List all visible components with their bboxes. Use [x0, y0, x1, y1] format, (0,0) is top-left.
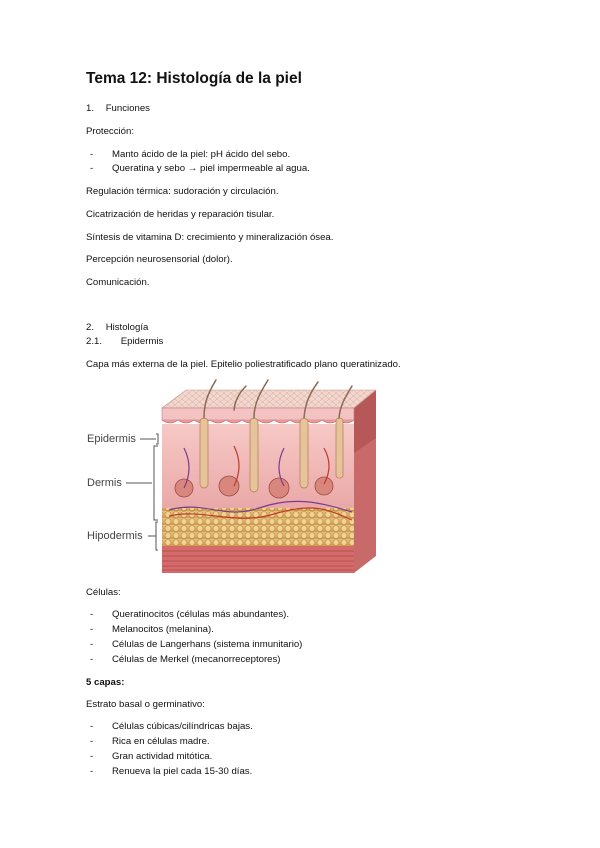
hipodermis-label: Hipodermis	[87, 530, 143, 542]
section-title: Histología	[105, 322, 149, 333]
section-title: Epidermis	[120, 336, 164, 347]
estrato-label: Estrato basal o germinativo:	[86, 699, 205, 710]
skin-layers-illustration	[84, 378, 384, 578]
section-number: 1.	[86, 103, 95, 114]
proteccion-label: Protección:	[86, 126, 134, 137]
list-item	[0, 624, 600, 638]
bullet: -	[90, 751, 94, 762]
bullet: -	[90, 149, 94, 160]
capas-label: 5 capas:	[86, 677, 125, 688]
list-item	[0, 639, 600, 653]
bullet: -	[90, 736, 94, 747]
section-1-heading	[86, 103, 150, 115]
list-item-text: Queratina y sebo → piel impermeable al agua.	[112, 163, 310, 174]
list-item	[0, 654, 600, 668]
epidermis-description: Capa más externa de la piel. Epitelio poliestratificado plano queratinizado.	[86, 359, 401, 370]
section-number: 2.1.	[86, 336, 103, 347]
epidermis-label: Epidermis	[87, 433, 136, 445]
paragraph: Regulación térmica: sudoración y circulación.	[86, 186, 279, 197]
list-item-text: Queratinocitos (células más abundantes).	[112, 609, 290, 620]
section-title: Funciones	[105, 103, 150, 114]
list-item	[0, 721, 600, 735]
list-item	[0, 163, 600, 177]
paragraph: Cicatrización de heridas y reparación tisular.	[86, 209, 275, 220]
bullet: -	[90, 766, 94, 777]
bullet: -	[90, 609, 94, 620]
section-number: 2.	[86, 322, 95, 333]
list-item-text: Células cúbicas/cilíndricas bajas.	[112, 721, 253, 732]
celulas-label: Células:	[86, 587, 121, 598]
list-item-text: Células de Merkel (mecanorreceptores)	[112, 654, 281, 665]
paragraph: Comunicación.	[86, 277, 150, 288]
bullet: -	[90, 654, 94, 665]
list-item-text: Renueva la piel cada 15-30 días.	[112, 766, 253, 777]
list-item	[0, 736, 600, 750]
list-item	[0, 149, 600, 163]
list-item-text: Rica en células madre.	[112, 736, 210, 747]
list-item-text: Células de Langerhans (sistema inmunitario)	[112, 639, 303, 650]
page-title: Tema 12: Histología de la piel	[86, 70, 302, 87]
bullet: -	[90, 721, 94, 732]
paragraph: Síntesis de vitamina D: crecimiento y mineralización ósea.	[86, 232, 334, 243]
list-item	[0, 766, 600, 780]
list-item-text: Melanocitos (melanina).	[112, 624, 214, 635]
section-2-heading	[86, 322, 148, 334]
subsection-2-1-heading	[86, 336, 163, 348]
list-item	[0, 751, 600, 765]
list-item-text: Manto ácido de la piel: pH ácido del sebo.	[112, 149, 291, 160]
bullet: -	[90, 639, 94, 650]
bullet: -	[90, 163, 94, 174]
paragraph: Percepción neurosensorial (dolor).	[86, 254, 233, 265]
dermis-label: Dermis	[87, 477, 122, 489]
list-item-text: Gran actividad mitótica.	[112, 751, 213, 762]
bullet: -	[90, 624, 94, 635]
list-item	[0, 609, 600, 623]
